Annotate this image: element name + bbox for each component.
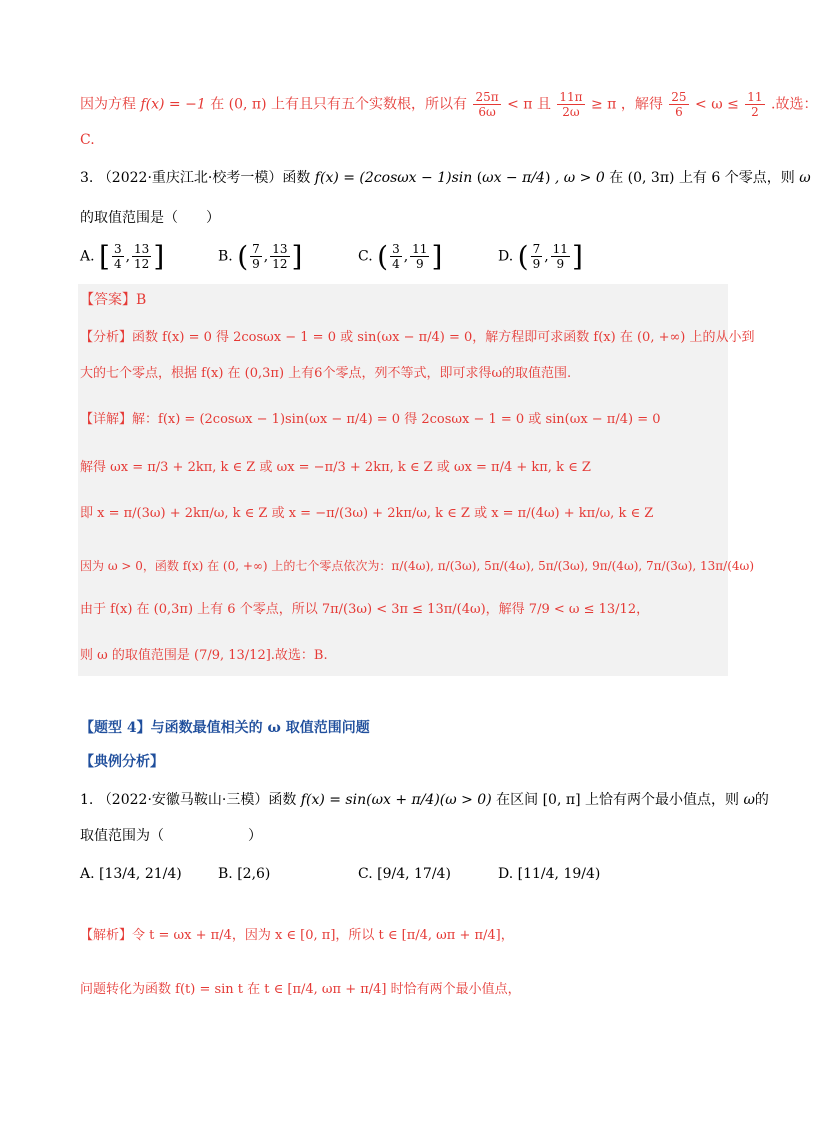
q1-option-c[interactable]: C. [9/4, 17/4): [358, 866, 451, 882]
answer-line: 【答案】B: [80, 292, 147, 308]
option-b[interactable]: B. ( $\frac{7}{9}$ , $\frac{13}{12}$ ]: [218, 240, 303, 273]
parse-line-2: 问题转化为函数 f(t) = sin t 在 t ∈ [π/4, ωπ + π/4] 时恰有两个最小值点，: [80, 982, 521, 997]
question-1-stem: 1. （2022·安徽马鞍山·三模）函数 f(x) = sin(ωx + π/4)(ω > 0) 在区间 [0, π] 上恰有两个最小值点，则 ω的: [80, 792, 769, 808]
q1-option-a[interactable]: A. [13/4, 21/4): [80, 866, 182, 882]
question-3-stem: 3. （2022·重庆江北·校考一模）函数 f(x) = (2cosωx − 1)sin (ωx − π/4) , ω > 0 在 (0, 3π) 上有 6 个零点，则 ω: [80, 170, 811, 186]
detail-line-1: 【详解】解：f(x) = (2cosωx − 1)sin(ωx − π/4) = 0 得 2cosωx − 1 = 0 或 sin(ωx − π/4) = 0: [80, 412, 661, 427]
parse-line-1: 【解析】令 t = ωx + π/4，因为 x ∈ [0, π]，所以 t ∈ [π/4, ωπ + π/4]，: [80, 928, 514, 943]
detail-line-5: 由于 f(x) 在 (0,3π) 上有 6 个零点，所以 7π/(3ω) < 3π ≤ 13π/(4ω)，解得 7/9 < ω ≤ 13/12，: [80, 602, 650, 617]
detail-line-6: 则 ω 的取值范围是 (7/9, 13/12].故选：B.: [80, 648, 328, 663]
option-d[interactable]: D. ( $\frac{7}{9}$ , $\frac{11}{9}$ ]: [498, 240, 583, 273]
prev-solution-answer: C.: [80, 132, 95, 148]
detail-line-2: 解得 ωx = π/3 + 2kπ, k ∈ Z 或 ωx = −π/3 + 2kπ, k ∈ Z 或 ωx = π/4 + kπ, k ∈ Z: [80, 460, 591, 475]
option-a[interactable]: A. [ $\frac{3}{4}$ , $\frac{13}{12}$ ]: [80, 240, 165, 273]
analysis-line-2: 大的七个零点，根据 f(x) 在 (0,3π) 上有6个零点，列不等式，即可求得ω的取值范围.: [80, 366, 572, 381]
q1-option-d[interactable]: D. [11/4, 19/4): [498, 866, 601, 882]
q1-option-b[interactable]: B. [2,6): [218, 866, 271, 882]
detail-line-3: 即 x = π/(3ω) + 2kπ/ω, k ∈ Z 或 x = −π/(3ω) + 2kπ/ω, k ∈ Z 或 x = π/(4ω) + kπ/ω, k ∈ Z: [80, 506, 654, 521]
detail-line-4: 因为 ω > 0，函数 f(x) 在 (0, +∞) 上的七个零点依次为：π/(4ω), π/(3ω), 5π/(4ω), 5π/(3ω), 9π/(4ω), 7π/(3ω), 13π/(4ω): [80, 559, 754, 573]
question-3-stem-2: 的取值范围是（ ）: [80, 210, 220, 226]
prev-solution-line-1: 因为方程 f(x) = −1 在 (0, π) 上有且只有五个实数根，所以有 $\frac{25\pi}{6\omega}$ < π 且 $\frac{11\pi}{2\omega}$ ≥ π ，解得 $\frac{25}{6}$ < ω ≤ $\frac{11}{2}$ .故选：: [80, 90, 817, 119]
question-1-stem-2: 取值范围为（ ）: [80, 828, 262, 844]
section-subtitle: 【典例分析】: [80, 754, 164, 770]
option-c[interactable]: C. ( $\frac{3}{4}$ , $\frac{11}{9}$ ]: [358, 240, 443, 273]
analysis-line-1: 【分析】函数 f(x) = 0 得 2cosωx − 1 = 0 或 sin(ωx − π/4) = 0，解方程即可求函数 f(x) 在 (0, +∞) 上的从小到: [80, 330, 755, 345]
section-title: 【题型 4】与函数最值相关的 ω 取值范围问题: [80, 720, 370, 736]
